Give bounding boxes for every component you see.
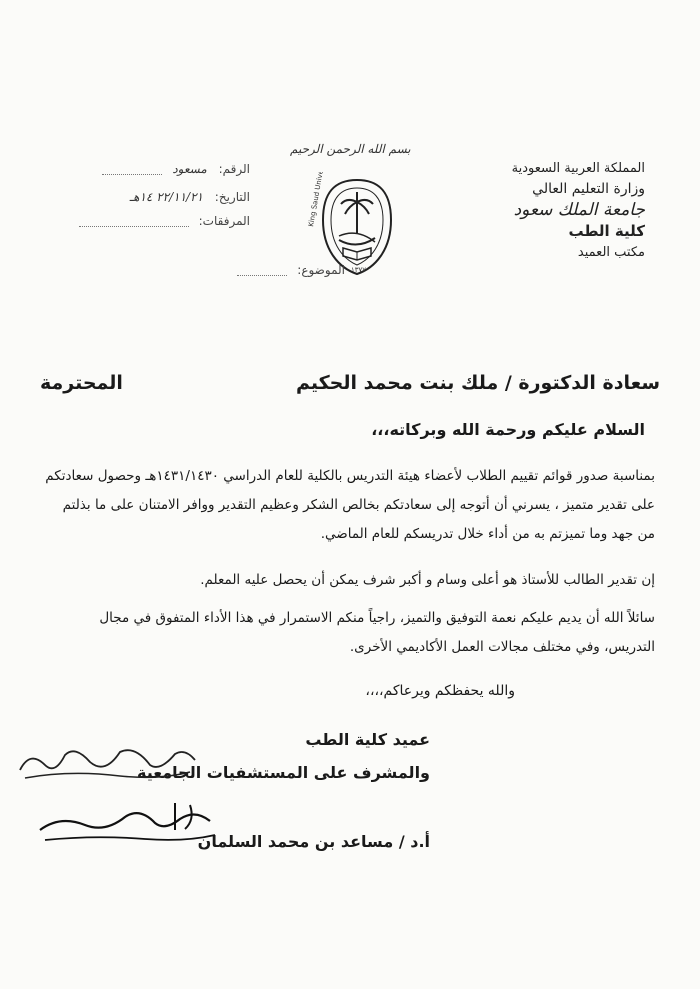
signer-title-1: عميد كلية الطب (305, 730, 430, 749)
office-name: مكتب العميد (577, 245, 645, 260)
subject-label: الموضوع: (297, 263, 345, 277)
number-dots (102, 164, 162, 175)
number-field (35, 162, 250, 176)
date-value: ٢٢/١١/٢١ ١٤هـ (129, 190, 203, 204)
logo-year: ١٣٧٧ (351, 266, 367, 274)
greeting: السلام عليكم ورحمة الله وبركاته،،، (371, 420, 645, 439)
paragraph-3: سائلاً الله أن يديم عليكم نعمة التوفيق والتميز، راجياً منكم الاستمرار في هذا الأداء المتفوق في مجال التدريس، وفي مختلف مجالات العمل الأكاديمي الأخرى. (99, 610, 655, 655)
handwritten-date (10, 740, 200, 785)
paragraph-1: بمناسبة صدور قوائم تقييم الطلاب لأعضاء هيئة التدريس بالكلية للعام الدراسي ١٤٣١/١٤٣٠هـ وحصول سعادتكم على تقدير متميز ، يسرني أن أتوجه إلى سعادتكم بخالص الشكر وعظيم التقدير ووافر الامتنان على ما بذلتم من جهد وما تميزتم به من أداء خلال تدريسكم للعام الماضي. (45, 468, 655, 542)
basmala: بسم الله الرحمن الرحيم (290, 142, 411, 156)
recipient-honorific: المحترمة (40, 372, 123, 394)
logo-english-text: King Saud University 1957 (307, 172, 332, 228)
subject-field (230, 263, 345, 277)
attachments-dots (79, 216, 189, 227)
recipient-name: سعادة الدكتورة / ملك بنت محمد الحكيم (295, 372, 660, 394)
number-value: مسعود (172, 162, 207, 176)
subject-dots (237, 265, 287, 276)
paragraph-2: إن تقدير الطالب للأستاذ هو أعلى وسام و أكبر شرف يمكن أن يحصل عليه المعلم. (200, 572, 655, 588)
date-label: التاريخ: (214, 190, 250, 204)
date-field (35, 190, 250, 204)
attachments-label: المرفقات: (198, 214, 250, 228)
signer-title-2: والمشرف على المستشفيات الجامعية (137, 763, 430, 782)
letterhead (475, 158, 645, 263)
signer-name: أ.د / مساعد بن محمد السلمان (197, 832, 430, 851)
ministry-name: وزارة التعليم العالي (532, 181, 645, 197)
attachments-field (35, 214, 250, 228)
number-label: الرقم: (218, 162, 250, 176)
country-name: المملكة العربية السعودية (511, 161, 645, 176)
recipient-line (40, 372, 660, 394)
college-name: كلية الطب (568, 222, 645, 240)
closing: والله يحفظكم ويرعاكم،،،، (365, 683, 515, 699)
handwritten-signature (25, 795, 225, 850)
university-name: جامعة الملك سعود (513, 200, 645, 220)
